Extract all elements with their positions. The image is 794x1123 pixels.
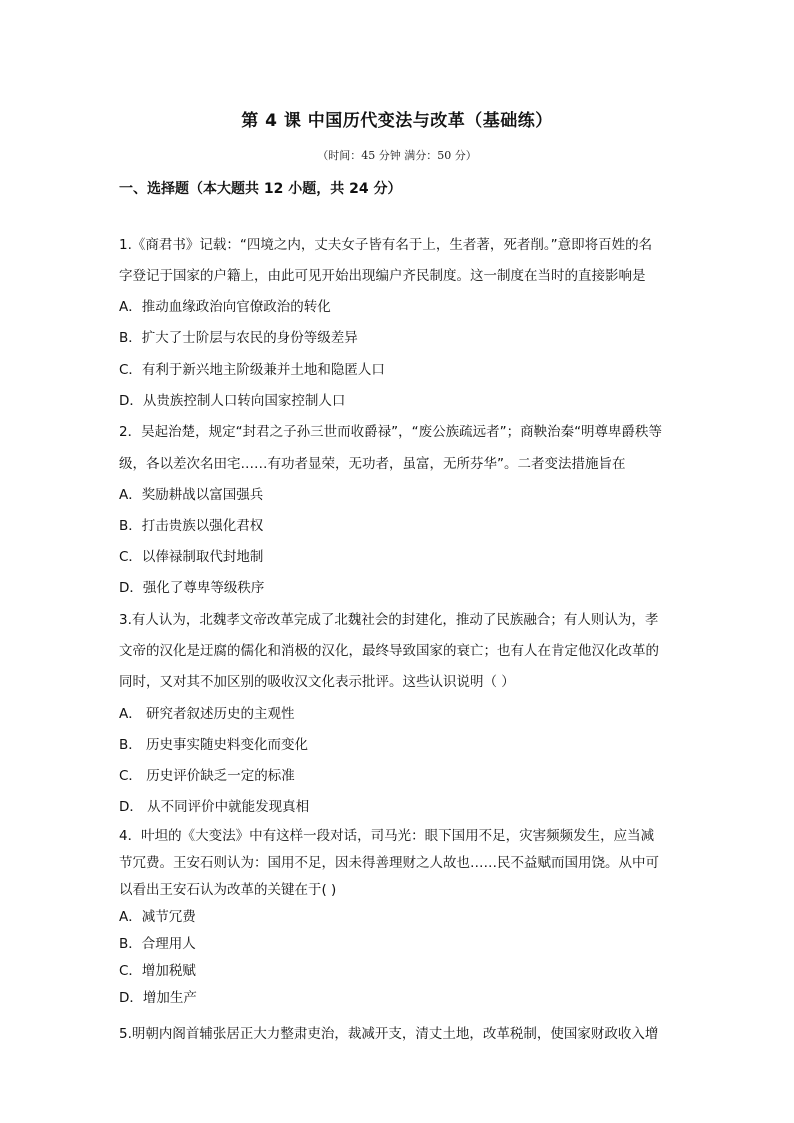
question-5-line-1: 5.明朝内阁首辅张居正大力整肃吏治，裁减开支，清丈土地，改革税制，使国家财政收入增 [119, 1026, 659, 1042]
question-4-option-c: C．增加税赋 [119, 963, 196, 979]
question-4-line-2: 节冗费。王安石则认为：国用不足，因未得善理财之人故也……民不益赋而国用饶。从中可 [119, 855, 659, 871]
question-3-line-2: 文帝的汉化是迂腐的儒化和消极的汉化，最终导致国家的衰亡；也有人在肯定他汉化改革的 [119, 643, 659, 659]
question-4-option-a: A．减节冗费 [119, 909, 196, 925]
question-4-option-d: D．增加生产 [119, 990, 197, 1006]
question-3-option-d: D． 从不同评价中就能发现真相 [119, 799, 310, 815]
question-2-option-b: B．打击贵族以强化君权 [119, 518, 264, 534]
question-3-option-b: B． 历史事实随史料变化而变化 [119, 737, 309, 753]
section-heading: 一、选择题（本大题共 12 小题，共 24 分） [119, 181, 402, 197]
question-1-option-d: D．从贵族控制人口转向国家控制人口 [119, 393, 346, 409]
question-1-option-b: B．扩大了士阶层与农民的身份等级差异 [119, 330, 358, 346]
exam-info: （时间：45 分钟 满分：50 分） [317, 149, 477, 162]
question-2-line-2: 级，各以差次名田宅……有功者显荣，无功者，虽富，无所芬华”。二者变法措施旨在 [119, 456, 626, 472]
question-3-option-a: A． 研究者叙述历史的主观性 [119, 706, 295, 722]
question-1-line-1: 1.《商君书》记载：“四境之内，丈夫女子皆有名于上，生者著，死者削。”意即将百姓的名 [119, 237, 653, 253]
question-3-option-c: C． 历史评价缺乏一定的标准 [119, 768, 295, 784]
question-2-option-c: C．以俸禄制取代封地制 [119, 549, 264, 565]
question-1-line-2: 字登记于国家的户籍上，由此可见开始出现编户齐民制度。这一制度在当时的直接影响是 [119, 268, 646, 284]
question-3-line-3: 同时，又对其不加区别的吸收汉文化表示批评。这些认识说明（ ） [119, 674, 515, 690]
document-title: 第 4 课 中国历代变法与改革（基础练） [241, 111, 553, 131]
question-4-line-1: 4．叶坦的《大变法》中有这样一段对话，司马光：眼下国用不足，灾害频频发生，应当减 [119, 828, 655, 844]
question-1-option-a: A．推动血缘政治向官僚政治的转化 [119, 299, 331, 315]
question-3-line-1: 3.有人认为，北魏孝文帝改革完成了北魏社会的封建化，推动了民族融合；有人则认为，孝 [119, 612, 659, 628]
question-2-option-d: D．强化了尊卑等级秩序 [119, 580, 265, 596]
question-1-option-c: C．有利于新兴地主阶级兼并土地和隐匿人口 [119, 362, 385, 378]
question-4-line-3: 以看出王安石认为改革的关键在于( ) [119, 882, 337, 898]
question-4-option-b: B．合理用人 [119, 936, 196, 952]
question-2-line-1: 2．吴起治楚，规定“封君之子孙三世而收爵禄”，“废公族疏远者”；商鞅治秦“明尊卑爵秩等 [119, 424, 663, 440]
question-2-option-a: A．奖励耕战以富国强兵 [119, 487, 264, 503]
